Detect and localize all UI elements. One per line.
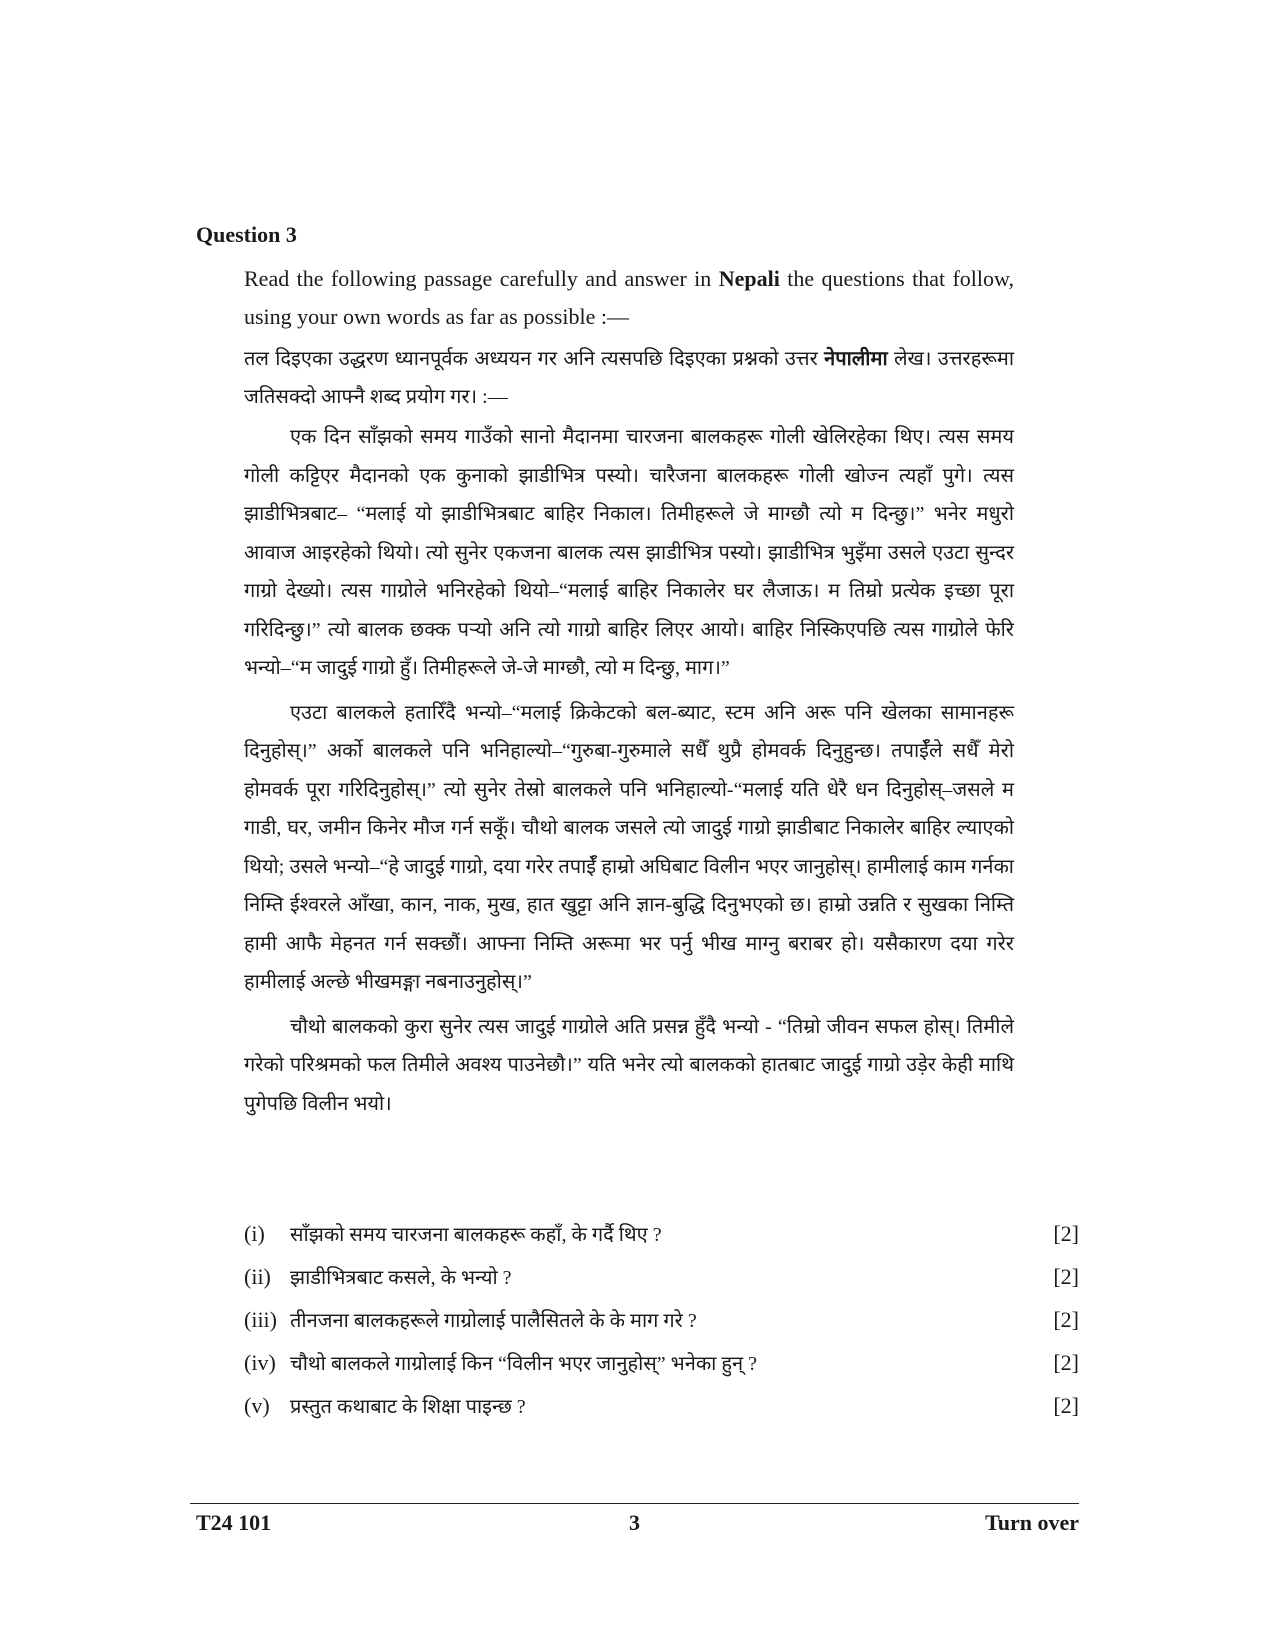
question-marks: [2] [1053, 1221, 1079, 1246]
question-item [244, 1263, 1079, 1306]
instructions-english [244, 260, 1014, 336]
question-item [244, 1220, 1079, 1263]
passage-paragraph-3: चौथो बालकको कुरा सुनेर त्यस जादुई गाग्रोले अति प्रसन्न हुँदै भन्यो - “तिम्रो जीवन सफल होस्। तिमीले गरेको परिश्रमको फल तिमीले अवश्य पाउनेछौ।” यति भनेर त्यो बालकको हातबाट जादुई गाग्रो उड़ेर केही माथि पुगेपछि विलीन भयो। [244, 1015, 1014, 1115]
turn-over-label: Turn over [985, 1510, 1079, 1535]
question-number: (v) [244, 1393, 270, 1418]
instructions-english-part2: the questions that follow, using your own words as far as possible :— [244, 266, 1014, 329]
question-item [244, 1392, 1079, 1435]
question-item [244, 1349, 1079, 1392]
question-list [244, 1220, 1079, 1435]
instructions-nepali [244, 340, 1014, 416]
question-number: (iii) [244, 1307, 277, 1332]
passage-paragraph-2: एउटा बालकले हतारिँदै भन्यो–“मलाई क्रिकेटको बल-ब्याट, स्टम अनि अरू पनि खेलका सामानहरू दिनुहोस्।” अर्को बालकले पनि भनिहाल्यो–“गुरुबा-गुरुमाले सधैँ थुप्रै होमवर्क दिनुहुन्छ। तपाईँले सधैँ मेरो होमवर्क पूरा गरिदिनुहोस्।” त्यो सुनेर तेस्रो बालकले पनि भनिहाल्यो-“मलाई यति धेरै धन दिनुहोस्–जसले म गाडी, घर, जमीन किनेर मौज गर्न सकूँ। चौथो बालक जसले त्यो जादुई गाग्रो झाडीबाट निकालेर बाहिर ल्याएको थियो; उसले भन्यो–“हे जादुई गाग्रो, दया गरेर तपाईँ हाम्रो अघिबाट विलीन भएर जानुहोस्। हामीलाई काम गर्नका निम्ति ईश्वरले आँखा, कान, नाक, मुख, हात खुट्टा अनि ज्ञान-बुद्धि दिनुभएको छ। हाम्रो उन्नति र सुखका निम्ति हामी आफै मेहनत गर्न सक्छौं। आफ्ना निम्ति अरूमा भर पर्नु भीख माग्नु बराबर हो। यसैकारण दया गरेर हामीलाई अल्छे भीखमङ्गा नबनाउनुहोस्।” [244, 701, 1014, 993]
question-text: प्रस्तुत कथाबाट के शिक्षा पाइन्छ ? [290, 1396, 526, 1418]
question-marks: [2] [1053, 1393, 1079, 1418]
question-number: (i) [244, 1221, 265, 1246]
question-marks: [2] [1053, 1264, 1079, 1289]
paper-code: T24 101 [196, 1510, 272, 1535]
question-number: (ii) [244, 1264, 271, 1289]
instructions-nepali-language: नेपालीमा [824, 348, 888, 370]
question-text: झाडीभित्रबाट कसले, के भन्यो ? [290, 1267, 512, 1289]
question-marks: [2] [1053, 1307, 1079, 1332]
instructions-language: Nepali [718, 266, 780, 291]
instructions-nepali-part1: तल दिइएका उद्धरण ध्यानपूर्वक अध्ययन गर अनि त्यसपछि दिइएका प्रश्नको उत्तर [244, 348, 825, 370]
instructions-english-part1: Read the following passage carefully and answer in [244, 266, 719, 291]
question-item [244, 1306, 1079, 1349]
question-heading: Question 3 [196, 222, 297, 247]
question-number: (iv) [244, 1350, 276, 1375]
question-marks: [2] [1053, 1350, 1079, 1375]
question-text: साँझको समय चारजना बालकहरू कहाँ, के गर्दै थिए ? [290, 1224, 662, 1246]
reading-passage [244, 418, 1014, 1129]
page-footer [190, 1510, 1079, 1540]
instructions-nepali-part2: लेख। उत्तरहरूमा जतिसक्दो आफ्नै शब्द प्रयोग गर। :— [244, 348, 1014, 408]
question-text: तीनजना बालकहरूले गाग्रोलाई पालैसितले के के माग गरे ? [290, 1310, 697, 1332]
passage-paragraph-1: एक दिन साँझको समय गाउँको सानो मैदानमा चारजना बालकहरू गोली खेलिरहेका थिए। त्यस समय गोली कट्टिएर मैदानको एक कुनाको झाडीभित्र पस्यो। चारैजना बालकहरू गोली खोज्न त्यहाँ पुगे। त्यस झाडीभित्रबाट– “मलाई यो झाडीभित्रबाट बाहिर निकाल। तिमीहरूले जे माग्छौ त्यो म दिन्छु।” भनेर मधुरो आवाज आइरहेको थियो। त्यो सुनेर एकजना बालक त्यस झाडीभित्र पस्यो। झाडीभित्र भुइँमा उसले एउटा सुन्दर गाग्रो देख्यो। त्यस गाग्रोले भनिरहेको थियो–“मलाई बाहिर निकालेर घर लैजाऊ। म तिम्रो प्रत्येक इच्छा पूरा गरिदिन्छु।” त्यो बालक छक्क पर्‍यो अनि त्यो गाग्रो बाहिर लिएर आयो। बाहिर निस्किएपछि त्यस गाग्रोले फेरि भन्यो–“म जादुई गाग्रो हुँ। तिमीहरूले जे-जे माग्छौ, त्यो म दिन्छु, माग।” [244, 426, 1014, 679]
question-text: चौथो बालकले गाग्रोलाई किन “विलीन भएर जानुहोस्” भनेका हुन् ? [290, 1353, 757, 1375]
footer-divider [190, 1503, 1079, 1504]
page-number: 3 [629, 1510, 640, 1535]
